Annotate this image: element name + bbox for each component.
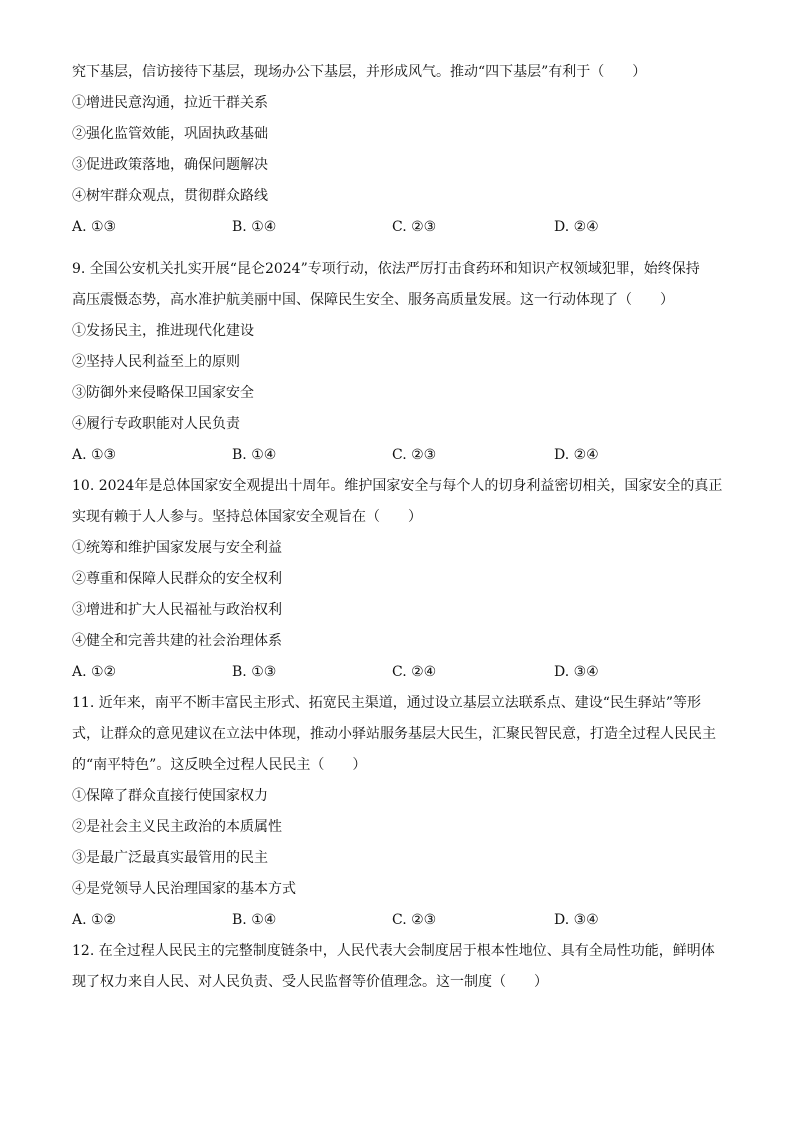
q11-option-d: D. ③④: [554, 912, 599, 928]
q8-option-d: D. ②④: [554, 219, 599, 235]
q8-item-3: ③促进政策落地，确保问题解决: [72, 157, 268, 173]
q9-options: [72, 445, 722, 465]
q10-option-b: B. ①③: [232, 664, 277, 680]
q9-stem-line-2: 高压震慑态势，高水准护航美丽中国、保障民生安全、服务高质量发展。这一行动体现了（ ）: [72, 292, 674, 308]
q10-item-3: ③增进和扩大人民福祉与政治权利: [72, 602, 282, 618]
q12-stem-line-1: 12. 在全过程人民民主的完整制度链条中，人民代表大会制度居于根本性地位、具有全局性功能，鲜明体: [72, 943, 715, 959]
q10-stem-line-2: 实现有赖于人人参与。坚持总体国家安全观旨在（ ）: [72, 509, 422, 525]
q11-item-1: ①保障了群众直接行使国家权力: [72, 788, 268, 804]
q8-option-a: A. ①③: [72, 219, 117, 235]
q12-stem-line-2: 现了权力来自人民、对人民负责、受人民监督等价值理念。这一制度（ ）: [72, 974, 548, 990]
q11-options: [72, 910, 722, 930]
q9-option-d: D. ②④: [554, 447, 599, 463]
q9-item-3: ③防御外来侵略保卫国家安全: [72, 385, 254, 401]
q10-item-2: ②尊重和保障人民群众的安全权利: [72, 571, 282, 587]
q11-option-a: A. ①②: [72, 912, 117, 928]
q10-item-1: ①统筹和维护国家发展与安全利益: [72, 540, 282, 556]
q9-item-1: ①发扬民主，推进现代化建设: [72, 323, 254, 339]
q11-stem-line-2: 式，让群众的意见建议在立法中体现，推动小驿站服务基层大民生，汇聚民智民意，打造全过程人民民主: [72, 726, 716, 742]
q9-item-2: ②坚持人民利益至上的原则: [72, 354, 240, 370]
q9-option-a: A. ①③: [72, 447, 117, 463]
q10-item-4: ④健全和完善共建的社会治理体系: [72, 633, 282, 649]
q9-option-c: C. ②③: [392, 447, 437, 463]
q11-item-3: ③是最广泛最真实最管用的民主: [72, 850, 268, 866]
q10-option-a: A. ①②: [72, 664, 117, 680]
q11-stem-line-3: 的“南平特色”。这反映全过程人民民主（ ）: [72, 757, 367, 773]
q10-option-d: D. ③④: [554, 664, 599, 680]
q9-item-4: ④履行专政职能对人民负责: [72, 416, 240, 432]
q8-item-2: ②强化监管效能，巩固执政基础: [72, 126, 268, 142]
q10-options: [72, 662, 722, 682]
q9-option-b: B. ①④: [232, 447, 277, 463]
exam-page: [72, 62, 722, 992]
q8-option-b: B. ①④: [232, 219, 277, 235]
q8-item-4: ④树牢群众观点，贯彻群众路线: [72, 188, 268, 204]
q11-option-b: B. ①④: [232, 912, 277, 928]
q10-stem-line-1: 10. 2024年是总体国家安全观提出十周年。维护国家安全与每个人的切身利益密切相关，国家安全的真正: [72, 478, 723, 494]
q11-option-c: C. ②③: [392, 912, 437, 928]
q11-item-4: ④是党领导人民治理国家的基本方式: [72, 881, 296, 897]
q8-options: [72, 217, 722, 237]
q11-item-2: ②是社会主义民主政治的本质属性: [72, 819, 282, 835]
q8-item-1: ①增进民意沟通，拉近干群关系: [72, 95, 268, 111]
q8-stem: 究下基层，信访接待下基层，现场办公下基层，并形成风气。推动“四下基层”有利于（ ）: [72, 64, 647, 80]
q8-option-c: C. ②③: [392, 219, 437, 235]
q11-stem-line-1: 11. 近年来，南平不断丰富民主形式、拓宽民主渠道，通过设立基层立法联系点、建设“民生驿站”等形: [72, 695, 702, 711]
q10-option-c: C. ②④: [392, 664, 437, 680]
q9-stem-line-1: 9. 全国公安机关扎实开展“昆仑2024”专项行动，依法严厉打击食药环和知识产权领域犯罪，始终保持: [72, 261, 700, 277]
